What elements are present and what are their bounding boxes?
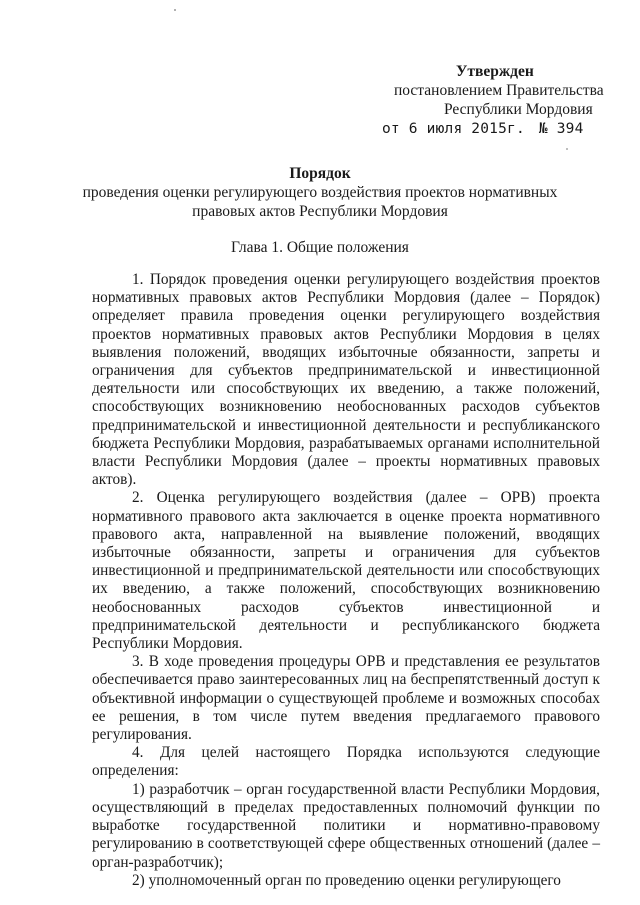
approved-label: Утвержден	[456, 63, 534, 80]
paragraph: 2) уполномоченный орган по проведению оценки регулирующего	[132, 871, 561, 889]
paragraph: 1) разработчик – орган государственной власти Республики Мордовия, осуществляющий в пределах предоставленных полномочий функции по выработке государственной политики и нормативно-правовому регулированию в соответствующей сфере общественных отношений (далее – орган-разработчик);	[92, 780, 600, 871]
paragraph: 2. Оценка регулирующего воздействия (далее – ОРВ) проекта нормативного правового акта заключается в оценке проекта нормативного правового акта, направленной на выявление положений, вводящих избыточные обязанности, запреты и ограничения для субъектов инвестиционной и предпринимательской деятельности или способствующих их введению, а также положений, способствующих возникновению необоснованных расходов субъектов инвестиционной и предпринимательской деятельности и республиканского бюджета Республики Мордовия.	[92, 489, 600, 653]
approval-date-line	[380, 120, 610, 139]
paragraph: 1. Порядок проведения оценки регулирующего воздействия проектов нормативных правовых актов Республики Мордовия (далее – Порядок) определяет правила проведения оценки регулирующего воздействия проектов нормативных правовых актов Республики Мордовия в целях выявления положений, вводящих избыточные обязанности, запреты и ограничения для субъектов предпринимательской и инвестиционной деятельности или способствующих их введению, а также положений, способствующих возникновению необоснованных расходов субъектов предпринимательской и инвестиционной деятельности и республиканского бюджета Республики Мордовия, разрабатываемых органами исполнительной власти Республики Мордовия (далее – проекты нормативных правовых актов).	[92, 271, 600, 489]
chapter-heading: Глава 1. Общие положения	[231, 239, 409, 256]
scan-speck	[566, 148, 568, 150]
approved-by-line: постановлением Правительства	[394, 82, 604, 99]
approval-number: № 394	[538, 121, 584, 137]
scan-speck	[174, 9, 176, 11]
document-title: Порядок	[289, 165, 351, 182]
paragraph: 3. В ходе проведения процедуры ОРВ и представления ее результатов обеспечивается право заинтересованных лиц на беспрепятственный доступ к объективной информации о существующей проблеме и возможных способах ее решения, в том числе путем введения предлагаемого правового регулирования.	[92, 653, 600, 744]
republic-line: Республики Мордовия	[444, 101, 593, 118]
document-title-block	[40, 164, 600, 221]
paragraph: 4. Для целей настоящего Порядка используются следующие определения:	[92, 744, 600, 780]
document-subtitle-line-2: правовых актов Республики Мордовия	[192, 203, 448, 220]
approval-stamp-block	[380, 62, 610, 139]
document-body	[92, 271, 600, 890]
document-subtitle-line-1: проведения оценки регулирующего воздействия проектов нормативных	[82, 184, 558, 201]
approval-date: от 6 июля 2015г.	[382, 121, 525, 137]
